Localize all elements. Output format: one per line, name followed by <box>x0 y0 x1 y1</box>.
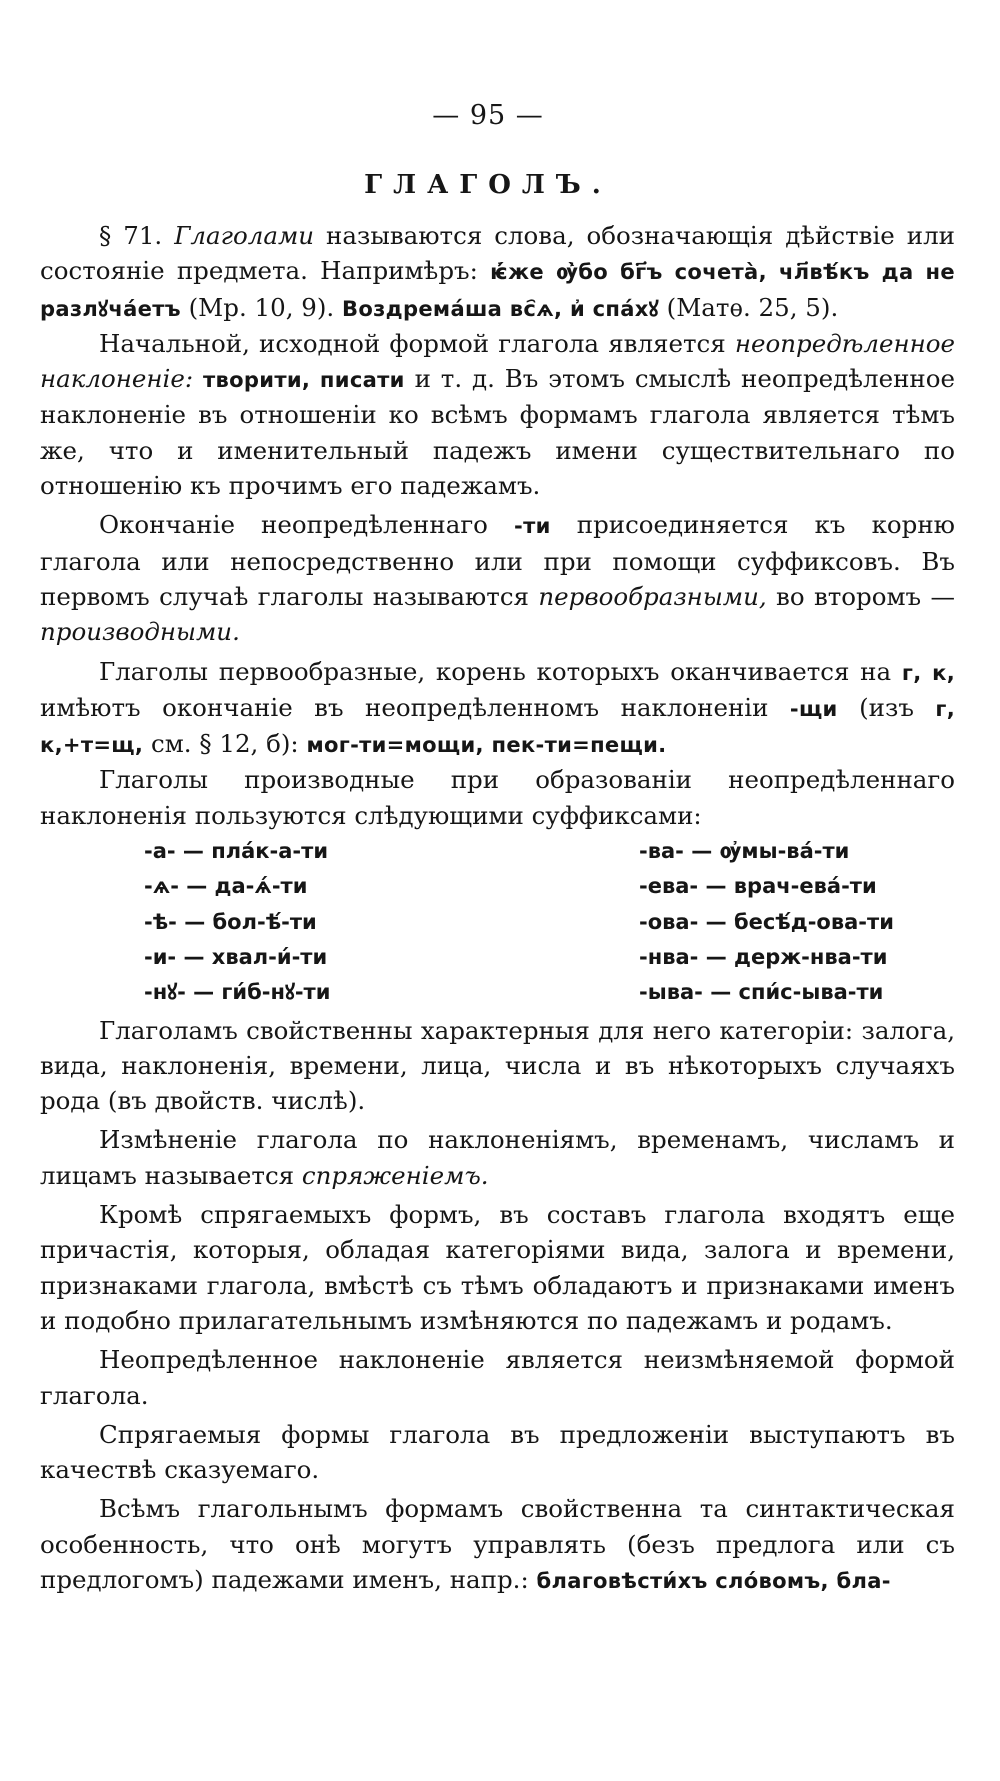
citation: (Мр. 10, 9). <box>180 292 342 322</box>
paragraph-infinitive-invariable: Неопредѣленное наклоненіе является неизмѣняемой формой глагола. <box>40 1345 955 1410</box>
paragraph-71 <box>40 218 955 326</box>
text-run: Глаголы первообразные, корень которыхъ оканчивается на <box>99 656 902 686</box>
church-slavonic-example: мог-ти=мощи, пек-ти=пещи. <box>306 732 667 758</box>
suffix-entry: -нꙋ- — ги́б-нꙋ-ти <box>144 980 331 1005</box>
church-slavonic-formula: г, к,+т=щ, <box>40 695 955 758</box>
suffix-entry: -а- — пла́к-а-ти <box>144 839 329 864</box>
term-conjugation: спряженіемъ. <box>301 1160 489 1190</box>
text-run: (изъ <box>837 692 936 722</box>
term-infinitive: неопредѣленное наклоненіе: <box>40 328 955 394</box>
paragraph-participles: Кромѣ спрягаемыхъ формъ, въ составъ глагола входятъ еще причастія, которыя, обладая категоріями вида, залога и времени, признаками глагола, вмѣстѣ съ тѣмъ обладаютъ и признаками именъ и подобно прилагательнымъ измѣняются по падежамъ и родамъ. <box>40 1200 955 1335</box>
suffix-entry: -ыва- — спи́с-ыва-ти <box>639 980 884 1005</box>
paragraph-derived-verbs: Глаголы производные при образованіи неопредѣленнаго наклоненія пользуются слѣдующими суффиксами: <box>40 765 955 830</box>
citation: (Матѳ. 25, 5). <box>658 292 839 322</box>
term-derived: производными. <box>40 617 240 647</box>
church-slavonic-letters: г, к, <box>901 659 955 685</box>
paragraph-infinitive <box>40 326 955 503</box>
text-run: присоединяется къ корню глагола или непосредственно или при помощи суффиксовъ. Въ первомъ случаѣ глаголы называются <box>40 510 955 611</box>
text-run: и т. д. Въ этомъ смыслѣ неопредѣленное наклоненіе въ отношеніи ко всѣмъ формамъ глагола является тѣмъ же, что и именительный падежъ имени существительнаго по отношенію къ прочимъ его падежамъ. <box>40 364 955 501</box>
church-slavonic-suffix: -щи <box>789 695 838 721</box>
page-body <box>40 218 955 1598</box>
paragraph-government <box>40 1491 955 1598</box>
suffix-entry: -ева- — врач-ева́-ти <box>639 874 877 899</box>
section-number: § 71. <box>99 221 175 250</box>
suffix-entry: -ва- — ѹ҆мы-ва́-ти <box>639 839 850 864</box>
text-run: во второмъ — <box>766 581 955 611</box>
text-run: Окончаніе неопредѣленнаго <box>99 510 515 540</box>
suffix-entry: -и- — хвал-и́-ти <box>144 944 328 969</box>
text-run: см. § 12, б): <box>143 729 307 759</box>
suffix-entry: -ѧ- — да-ѧ́-ти <box>144 874 308 899</box>
suffix-table <box>40 834 955 1010</box>
text-run: Всѣмъ глагольнымъ формамъ свойственна та синтактическая особенность, что онѣ могутъ управлять (безъ предлога или съ предлогомъ) падежами именъ, напр.: <box>40 1494 955 1594</box>
paragraph-primary-verbs <box>40 654 955 763</box>
term-glagolami: Глаголами <box>174 221 315 250</box>
paragraph-conjugation <box>40 1122 955 1193</box>
church-slavonic-example: Воздремáша вс҄ѧ, и҆ спáхꙋ <box>342 295 659 321</box>
chapter-title: ГЛАГОЛЪ. <box>364 170 612 200</box>
paragraph-ending <box>40 507 955 649</box>
text-run: называются слова, обозначающія дѣйствіе или состояніе предмета. Напримѣръ: <box>40 221 955 286</box>
page-number: — 95 — <box>432 100 544 131</box>
text-run: имѣютъ окончаніе въ неопредѣленномъ наклоненіи <box>40 692 790 722</box>
church-slavonic-suffix: -ти <box>514 513 551 539</box>
text-run: Начальной, исходной формой глагола является <box>99 328 735 358</box>
church-slavonic-example: творити, писати <box>202 367 405 393</box>
space <box>193 364 203 393</box>
suffix-entry: -нва- — держ-нва-ти <box>639 944 888 969</box>
term-primary: первообразными, <box>538 581 767 611</box>
church-slavonic-example: благовѣсти́хъ сло́вомъ, бла- <box>536 1567 891 1593</box>
church-slavonic-example: ѥ҆́же ѹ҆̀бо бг҃ъ сочета̀, чл҃вѣ́къ да не разлꙋча́етъ <box>40 259 955 321</box>
paragraph-predicate: Спрягаемыя формы глагола въ предложеніи выступаютъ въ качествѣ сказуемаго. <box>40 1419 955 1485</box>
paragraph-categories: Глаголамъ свойственны характерныя для него категоріи: залога, вида, наклоненія, времени, лица, числа и въ нѣкоторыхъ случаяхъ рода (въ двойств. числѣ). <box>40 1015 955 1116</box>
text-run: Измѣненіе глагола по наклоненіямъ, временамъ, числамъ и лицамъ называется <box>40 1125 955 1190</box>
suffix-entry: -ѣ- — бол-ѣ́-ти <box>144 909 317 934</box>
suffix-entry: -ова- — бесѣ́д-ова-ти <box>639 909 894 934</box>
